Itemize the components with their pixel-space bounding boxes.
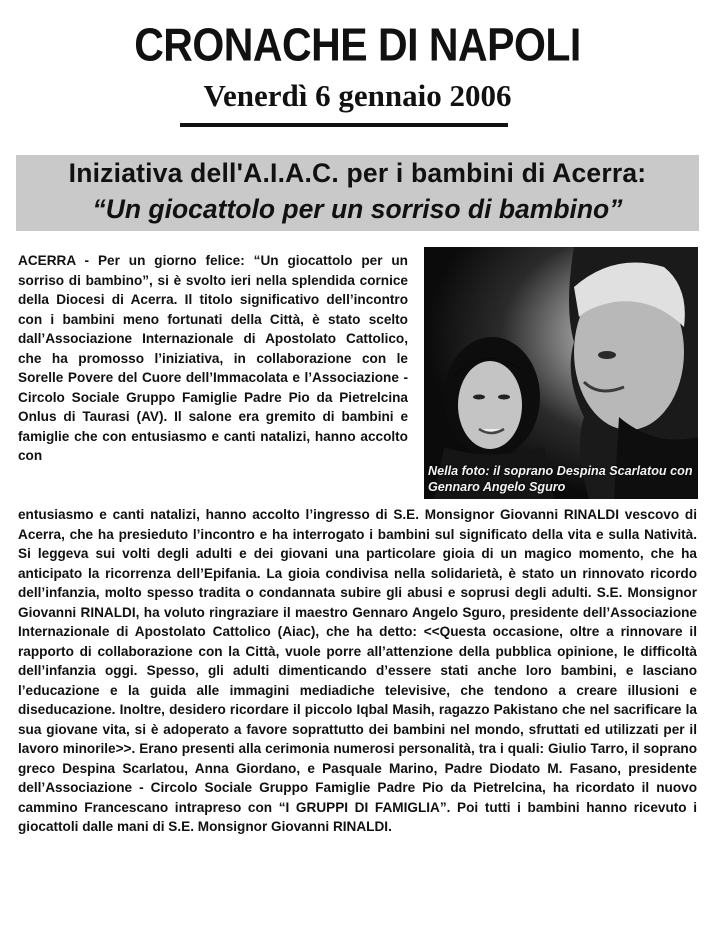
issue-date: Venerdì 6 gennaio 2006 <box>203 78 512 113</box>
headline-banner <box>16 155 699 231</box>
article-photo <box>424 247 698 499</box>
headline-title: Iniziativa dell'A.I.A.C. per i bambini di Acerra: <box>68 158 647 188</box>
headline-subtitle: “Un giocattolo per un sorriso di bambino” <box>92 194 623 224</box>
photo-caption: Nella foto: il soprano Despina Scarlatou con Gennaro Angelo Sguro <box>428 464 693 494</box>
masthead-divider <box>180 123 508 127</box>
photo-illustration <box>424 247 698 499</box>
newspaper-masthead: CRONACHE DI NAPOLI <box>134 19 581 71</box>
article-body: entusiasmo e canti natalizi, hanno accolto l’ingresso di S.E. Monsignor Giovanni RINALDI vescovo di Acerra, che ha presieduto l’incontro e ha interrogato i bambini sul significato della vita e sulla Natività. Si leggeva sui volti degli adulti e dei giovani una particolare gioia di un magico momento, che ha anticipato la ricorrenza dell’Epifania. La gioia condivisa nella solidarietà, è stato un rinnovato ricordo dell’infanzia, molto spesso tradita o condannata subire gli abusi e soprusi degli adulti. S.E. Monsignor Giovanni RINALDI, ha voluto ringraziare il maestro Gennaro Angelo Sguro, presidente dell’Associazione Internazionale di Apostolato Cattolico (Aiac), che ha detto: <<Questa occasione, oltre a rinnovare il rapporto di collaborazione con la Città, vuole porre all’attenzione della pubblica opinione, le difficoltà dell’infanzia oggi. Spesso, gli adulti dimenticando d’essere stati anche loro bambini, e lasciano l’educazione e la guida alle immagini mediadiche televisive, che tendono a creare illusioni e diseducazione. Inoltre, desidero ricordare il piccolo Iqbal Masih, ragazzo Pakistano che nel sacrificare la sua giovane vita, si è adoperato a favore soprattutto dei bambini nel mondo, sfruttati ed utilizzati per il lavoro minorile>>. Erano presenti alla cerimonia numerosi personalità, tra i quali: Giulio Tarro, il soprano greco Despina Scarlatou, Anna Giordano, e Pasquale Marino, Padre Diodato M. Fasano, presidente dell’Associazione - Circolo Sociale Gruppo Famiglie Padre Pio da Pietrelcina, ha ricordato il nuovo cammino Francescano intrapreso con “I GRUPPI DI FAMIGLIA”. Poi tutti i bambini hanno ricevuto i giocattoli dalle mani di S.E. Monsignor Giovanni RINALDI. <box>18 507 697 834</box>
article-lead-column: ACERRA - Per un giorno felice: “Un giocattolo per un sorriso di bambino”, si è svolto ieri nella splendida cornice della Diocesi di Acerra. Il titolo significativo dell’incontro con i bambini meno fortunati della Città, è stato scelto dall’Associazione Internazionale di Apostolato Cattolico, che ha promosso l’iniziativa, in collaborazione con le Sorelle Povere del Cuore dell’Immacolata e l’Associazione - Circolo Sociale Gruppo Famiglie Padre Pio da Pietrelcina Onlus di Taurasi (AV). Il salone era gremito di bambini e famiglie che con entusiasmo e canti natalizi, hanno accolto con <box>18 253 408 463</box>
